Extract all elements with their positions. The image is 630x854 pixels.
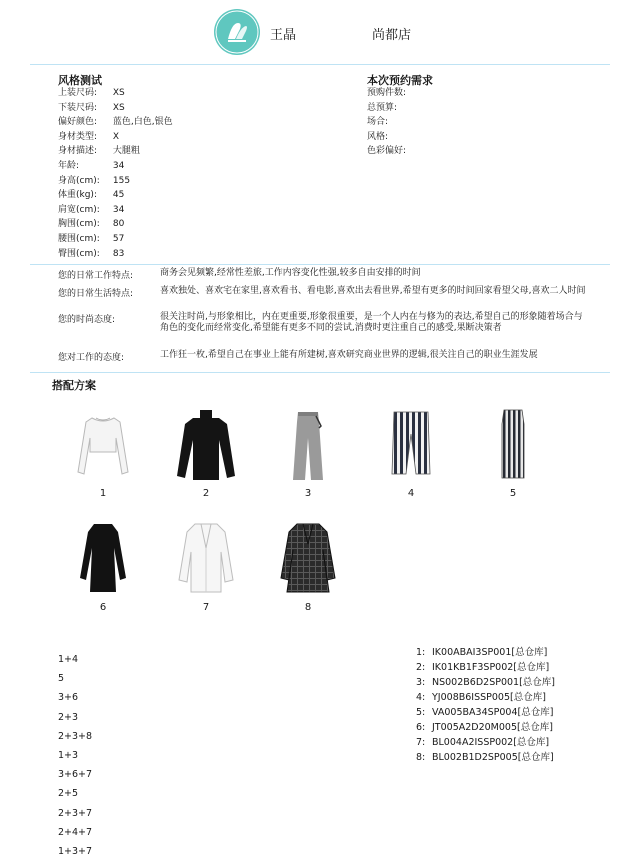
field-row xyxy=(367,86,419,101)
item-code-list xyxy=(416,645,555,765)
combo-list xyxy=(58,650,92,854)
field-label: 肩宽(cm): xyxy=(58,204,100,215)
combo-item[interactable]: 2+3 xyxy=(58,711,79,723)
field-label: 身材描述: xyxy=(58,146,98,157)
field-value: XS xyxy=(112,88,125,98)
lifestyle-row xyxy=(58,312,618,348)
item-code: VA005BA34SP004[总仓库] xyxy=(432,707,554,718)
field-row xyxy=(367,130,419,145)
lifestyle-answer: 很关注时尚,与形象相比，内在更重要,形象很重要，是一个人内在与修为的表达,希望自己的形象随着场合与角色的变化而经常变化,希望能有更多不同的尝试,消费时更注重自己的感受,果断决策者 xyxy=(160,312,583,333)
item-number: 3 xyxy=(304,488,312,499)
combo-item[interactable]: 2+3+7 xyxy=(58,807,93,819)
divider xyxy=(30,264,610,265)
combo-item[interactable]: 2+5 xyxy=(58,788,79,800)
field-label: 预购件数: xyxy=(367,88,407,98)
item-code: IK00ABAI3SP001[总仓库] xyxy=(432,647,548,658)
field-value: 蓝色,白色,银色 xyxy=(112,117,173,128)
field-value: X xyxy=(112,131,120,142)
combo-item[interactable]: 1+3 xyxy=(58,750,79,762)
item-code: YJ008B6ISSP005[总仓库] xyxy=(432,692,546,703)
item-code-row xyxy=(416,660,555,675)
field-value: 45 xyxy=(112,190,125,201)
field-label: 年龄: xyxy=(58,160,80,171)
field-label: 色彩偏好: xyxy=(367,146,407,157)
divider xyxy=(30,64,610,65)
lifestyle-row xyxy=(58,268,618,284)
field-label: 腰围(cm): xyxy=(58,233,100,244)
field-value: 155 xyxy=(112,175,131,186)
field-row xyxy=(58,217,173,232)
field-label: 胸围(cm): xyxy=(58,219,100,230)
outfit-item[interactable] xyxy=(273,518,343,613)
item-number: 5 xyxy=(509,488,517,499)
item-code-row xyxy=(416,705,555,720)
field-value: 34 xyxy=(112,204,125,215)
plaid-coat-icon xyxy=(273,518,343,598)
black-dress-icon xyxy=(68,518,138,598)
field-label: 臀围(cm): xyxy=(58,248,100,259)
combo-item[interactable]: 5 xyxy=(58,673,65,685)
field-row xyxy=(58,232,173,247)
field-value: 57 xyxy=(112,233,125,244)
outfit-item[interactable] xyxy=(68,404,138,499)
reservation-fields xyxy=(367,86,419,159)
style-test-fields xyxy=(58,86,173,261)
field-value: 83 xyxy=(112,248,125,259)
combo-item[interactable]: 3+6+7 xyxy=(58,769,93,781)
item-code: NS002B6D2SP001[总仓库] xyxy=(432,677,555,688)
item-code: JT005A2D20M005[总仓库] xyxy=(432,722,553,733)
outfit-item[interactable] xyxy=(171,518,241,613)
item-code: IK01KB1F3SP002[总仓库] xyxy=(432,662,550,673)
lifestyle-answer: 商务会见频繁,经常性差旅,工作内容变化性强,较多自由安排的时间 xyxy=(160,268,421,278)
combo-item[interactable]: 1+4 xyxy=(58,654,79,665)
lifestyle-section xyxy=(58,268,618,376)
item-code-number: 3: xyxy=(416,677,426,688)
item-code-number: 5: xyxy=(416,707,426,718)
combo-item[interactable]: 1+3+7 xyxy=(58,846,93,854)
field-label: 身材类型: xyxy=(58,131,98,142)
combo-item[interactable]: 3+6 xyxy=(58,692,79,704)
item-number: 2 xyxy=(202,488,210,499)
field-label: 体重(kg): xyxy=(58,190,97,201)
item-number: 1 xyxy=(99,488,107,499)
field-value: 80 xyxy=(112,219,125,230)
item-number: 8 xyxy=(304,602,312,613)
combo-item[interactable]: 2+3+8 xyxy=(58,730,93,742)
item-number: 7 xyxy=(202,602,210,613)
item-code: BL004A2ISSP002[总仓库] xyxy=(432,737,550,748)
striped-dress-icon xyxy=(478,404,548,484)
field-value: 大腿粗 xyxy=(112,146,140,157)
field-label: 上装尺码: xyxy=(58,88,98,98)
item-code-row xyxy=(416,675,555,690)
field-row xyxy=(367,144,419,159)
item-code-number: 8: xyxy=(416,752,426,763)
field-row xyxy=(58,101,173,116)
field-row xyxy=(367,101,419,116)
brand-logo-icon xyxy=(214,9,260,55)
reservation-title: 本次预约需求 xyxy=(367,74,433,87)
striped-pants-icon xyxy=(376,404,446,484)
item-number: 6 xyxy=(99,602,107,613)
item-code: BL002B1D2SP005[总仓库] xyxy=(432,752,554,763)
field-value: 34 xyxy=(112,160,125,171)
field-row xyxy=(58,247,173,262)
item-code-row xyxy=(416,645,555,660)
field-label: 风格: xyxy=(367,131,389,142)
item-code-row xyxy=(416,720,555,735)
divider xyxy=(30,372,610,373)
store-name: 尚都店 xyxy=(372,28,412,43)
item-code-number: 7: xyxy=(416,737,426,748)
lifestyle-question: 您的日常生活特点: xyxy=(58,289,134,299)
field-label: 场合: xyxy=(367,117,389,128)
lifestyle-row xyxy=(58,286,618,312)
lifestyle-question: 您的时尚态度: xyxy=(58,315,116,325)
black-turtleneck-icon xyxy=(171,404,241,484)
white-cropped-top-icon xyxy=(68,404,138,484)
field-label: 总预算: xyxy=(367,102,398,113)
lifestyle-question: 您对工作的态度: xyxy=(58,353,125,363)
header xyxy=(0,0,630,64)
plan-title: 搭配方案 xyxy=(52,379,96,392)
combo-item[interactable]: 2+4+7 xyxy=(58,826,93,838)
field-value: XS xyxy=(112,102,125,113)
item-code-row xyxy=(416,750,555,765)
field-label: 身高(cm): xyxy=(58,175,100,186)
item-code-number: 2: xyxy=(416,662,426,673)
lifestyle-answer: 喜欢独处、喜欢宅在家里,喜欢看书、看电影,喜欢出去看世界,希望有更多的时间回家看望父母,喜欢二人时间 xyxy=(160,286,586,296)
field-label: 偏好颜色: xyxy=(58,117,98,128)
field-row xyxy=(58,159,173,174)
field-row xyxy=(58,130,173,145)
item-code-number: 6: xyxy=(416,722,426,733)
field-row xyxy=(58,174,173,189)
grey-flared-pants-icon xyxy=(273,404,343,484)
style-test-title: 风格测试 xyxy=(58,74,102,87)
field-row xyxy=(58,203,173,218)
item-code-row xyxy=(416,690,555,705)
item-code-row xyxy=(416,735,555,750)
outfit-item[interactable] xyxy=(376,404,446,499)
customer-name: 王晶 xyxy=(270,28,297,43)
lifestyle-answer: 工作狂一枚,希望自己在事业上能有所建树,喜欢研究商业世界的逻辑,很关注自己的职业生涯发展 xyxy=(160,350,538,360)
field-row xyxy=(58,86,173,101)
outfit-item[interactable] xyxy=(273,404,343,499)
field-label: 下装尺码: xyxy=(58,102,98,113)
outfit-item[interactable] xyxy=(68,518,138,613)
outfit-item[interactable] xyxy=(171,404,241,499)
field-row xyxy=(367,115,419,130)
item-number: 4 xyxy=(407,488,415,499)
white-coat-icon xyxy=(171,518,241,598)
outfit-item[interactable] xyxy=(478,404,548,499)
item-code-number: 1: xyxy=(416,647,426,658)
lifestyle-question: 您的日常工作特点: xyxy=(58,271,134,281)
item-code-number: 4: xyxy=(416,692,426,703)
field-row xyxy=(58,115,173,130)
field-row xyxy=(58,144,173,159)
field-row xyxy=(58,188,173,203)
